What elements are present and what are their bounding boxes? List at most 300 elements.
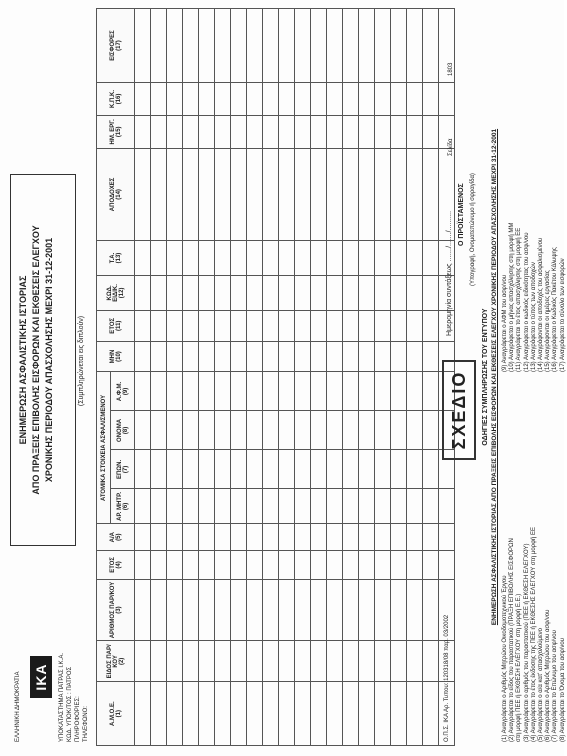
col-header-14: ΑΠΟΔΟΧΕΣ (14): [97, 148, 135, 240]
ika-logo: IKA: [30, 656, 52, 698]
table-cell: [375, 682, 391, 746]
col-header-11: ΕΤΟΣ (11): [97, 310, 135, 341]
table-cell: [311, 524, 327, 551]
table-cell: [375, 83, 391, 116]
table-cell: [215, 148, 231, 240]
table-row: [391, 9, 407, 746]
table-cell: [247, 489, 263, 524]
table-cell: [327, 310, 343, 341]
table-cell: [359, 551, 375, 580]
table-cell: [167, 148, 183, 240]
table-cell: [327, 524, 343, 551]
table-cell: [359, 524, 375, 551]
table-cell: [279, 372, 295, 411]
table-cell: [407, 411, 423, 450]
table-cell: [343, 341, 359, 372]
table-cell: [263, 682, 279, 746]
table-cell: [135, 372, 151, 411]
table-cell: [295, 489, 311, 524]
form-code: 1803: [448, 62, 454, 76]
table-cell: [343, 275, 359, 310]
table-cell: [135, 579, 151, 641]
table-cell: [295, 241, 311, 276]
table-cell: [295, 341, 311, 372]
table-cell: [215, 275, 231, 310]
col-header-16: Κ.Π.Κ. (16): [97, 83, 135, 116]
table-cell: [183, 341, 199, 372]
table-cell: [439, 83, 455, 116]
table-cell: [295, 275, 311, 310]
table-cell: [231, 489, 247, 524]
table-cell: [311, 411, 327, 450]
table-cell: [391, 450, 407, 489]
table-cell: [391, 275, 407, 310]
table-cell: [295, 115, 311, 148]
table-cell: [359, 275, 375, 310]
table-cell: [311, 275, 327, 310]
table-cell: [231, 551, 247, 580]
instruction-item: (16) Αναγράφεται ο Κωδικός Πακέτου Κάλυψης: [552, 247, 559, 372]
table-body: [135, 9, 455, 746]
table-cell: [151, 641, 167, 682]
table-cell: [423, 341, 439, 372]
table-cell: [407, 489, 423, 524]
table-cell: [343, 682, 359, 746]
table-cell: [183, 579, 199, 641]
table-cell: [199, 641, 215, 682]
table-cell: [231, 115, 247, 148]
table-cell: [215, 9, 231, 83]
table-cell: [391, 241, 407, 276]
table-cell: [167, 450, 183, 489]
instructions-left-column: [502, 382, 567, 742]
table-cell: [391, 524, 407, 551]
table-cell: [151, 524, 167, 551]
table-cell: [199, 275, 215, 310]
table-cell: [407, 148, 423, 240]
table-cell: [295, 551, 311, 580]
table-cell: [311, 241, 327, 276]
table-cell: [263, 9, 279, 83]
table-cell: [231, 411, 247, 450]
table-cell: [391, 372, 407, 411]
table-cell: [343, 115, 359, 148]
instruction-item: (5) Αναγράφεται ο α/α κατ' απασχολούμενο: [538, 628, 545, 742]
table-cell: [375, 372, 391, 411]
table-cell: [183, 310, 199, 341]
col-header-12: ΚΩΔ. ΕΙΔΙΚ. (12): [97, 275, 135, 310]
table-cell: [231, 148, 247, 240]
table-cell: [215, 83, 231, 116]
table-cell: [423, 310, 439, 341]
table-cell: [343, 489, 359, 524]
table-cell: [407, 682, 423, 746]
table-cell: [279, 83, 295, 116]
table-cell: [359, 450, 375, 489]
table-cell: [279, 641, 295, 682]
table-cell: [183, 115, 199, 148]
table-cell: [167, 341, 183, 372]
instruction-item: (8) Αναγράφεται το Όνομα του ασφ/νου: [559, 637, 566, 742]
table-cell: [327, 275, 343, 310]
table-cell: [343, 372, 359, 411]
table-cell: [263, 641, 279, 682]
table-cell: [375, 450, 391, 489]
table-cell: [311, 115, 327, 148]
instruction-item: (1) Αναγράφεται ο Αριθμός Μητρώου Οικοδομοτεχνικού Έργου: [502, 575, 508, 742]
title-line-1: ΕΝΗΜΕΡΩΣΗ ΑΣΦΑΛΙΣΤΙΚΗΣ ΙΣΤΟΡΙΑΣ: [18, 275, 28, 445]
table-cell: [151, 115, 167, 148]
table-cell: [215, 489, 231, 524]
table-cell: [167, 9, 183, 83]
table-cell: [247, 551, 263, 580]
table-cell: [375, 551, 391, 580]
table-cell: [343, 148, 359, 240]
table-cell: [391, 83, 407, 116]
table-row: [247, 9, 263, 746]
table-row: [343, 9, 359, 746]
table-cell: [215, 551, 231, 580]
table-cell: [263, 341, 279, 372]
table-cell: [279, 682, 295, 746]
table-cell: [151, 148, 167, 240]
date-of-issue-line: Ημερομηνία συντάξεως ......./......./..........: [446, 210, 453, 336]
table-row: [327, 9, 343, 746]
table-cell: [215, 641, 231, 682]
table-cell: [247, 524, 263, 551]
table-cell: [439, 489, 455, 524]
table-cell: [263, 83, 279, 116]
table-cell: [407, 341, 423, 372]
table-cell: [359, 489, 375, 524]
table-row: [215, 9, 231, 746]
table-cell: [231, 341, 247, 372]
table-cell: [327, 372, 343, 411]
table-cell: [407, 83, 423, 116]
table-cell: [247, 682, 263, 746]
table-cell: [183, 489, 199, 524]
table-cell: [183, 372, 199, 411]
table-cell: [263, 275, 279, 310]
form-reference: Ο.Π.Σ. ΙΚΑ Αρ. Τυπου: 120318/08 παρ. 03/2002: [444, 614, 450, 742]
table-cell: [327, 411, 343, 450]
table-cell: [167, 310, 183, 341]
table-cell: [151, 411, 167, 450]
table-cell: [135, 641, 151, 682]
table-cell: [215, 115, 231, 148]
table-cell: [327, 579, 343, 641]
table-cell: [151, 83, 167, 116]
table-cell: [359, 411, 375, 450]
table-cell: [183, 450, 199, 489]
table-cell: [199, 372, 215, 411]
table-cell: [167, 411, 183, 450]
table-cell: [199, 148, 215, 240]
table-cell: [231, 641, 247, 682]
table-cell: [327, 9, 343, 83]
col-header-15: ΗΜ. ΕΡΓ. (15): [97, 115, 135, 148]
table-cell: [215, 241, 231, 276]
table-row: [263, 9, 279, 746]
table-cell: [407, 641, 423, 682]
table-cell: [199, 241, 215, 276]
table-cell: [391, 115, 407, 148]
table-cell: [263, 310, 279, 341]
table-cell: [407, 524, 423, 551]
table-cell: [263, 241, 279, 276]
table-cell: [359, 341, 375, 372]
table-cell: [135, 275, 151, 310]
table-cell: [439, 524, 455, 551]
form-title-box: [10, 174, 76, 546]
table-cell: [359, 9, 375, 83]
table-cell: [295, 641, 311, 682]
table-cell: [327, 682, 343, 746]
table-row: [231, 9, 247, 746]
col-header-7: ΕΠΩΝ. (7): [111, 450, 135, 489]
table-cell: [423, 148, 439, 240]
table-row: [279, 9, 295, 746]
table-cell: [311, 83, 327, 116]
table-cell: [359, 83, 375, 116]
table-cell: [327, 551, 343, 580]
table-cell: [231, 83, 247, 116]
table-row: [407, 9, 423, 746]
table-cell: [375, 489, 391, 524]
table-cell: [263, 551, 279, 580]
table-cell: [327, 148, 343, 240]
table-cell: [215, 341, 231, 372]
table-cell: [247, 579, 263, 641]
table-cell: [151, 9, 167, 83]
table-cell: [391, 579, 407, 641]
table-cell: [343, 524, 359, 551]
table-cell: [311, 489, 327, 524]
table-cell: [439, 551, 455, 580]
table-cell: [167, 83, 183, 116]
table-cell: [167, 641, 183, 682]
table-cell: [263, 450, 279, 489]
table-cell: [407, 579, 423, 641]
table-cell: [295, 524, 311, 551]
table-cell: [167, 551, 183, 580]
table-cell: [359, 310, 375, 341]
table-cell: [359, 579, 375, 641]
branch-line-2: ΚΩΔ. ΥΠΟΚ/ΤΟΣ : ΠΑΤΡΟΣ: [67, 666, 73, 742]
table-cell: [247, 115, 263, 148]
table-cell: [231, 372, 247, 411]
table-cell: [279, 115, 295, 148]
table-cell: [151, 341, 167, 372]
table-cell: [183, 682, 199, 746]
table-cell: [375, 9, 391, 83]
instructions-title: ΟΔΗΓΙΕΣ ΣΥΜΠΛΗΡΩΣΗΣ ΤΟΥ ΕΝΤΥΠΟΥ: [482, 308, 489, 446]
table-cell: [135, 524, 151, 551]
table-cell: [423, 682, 439, 746]
table-cell: [375, 579, 391, 641]
table-cell: [247, 9, 263, 83]
col-header-4: ΕΤΟΣ (4): [97, 551, 135, 580]
instruction-item: (3) Αναγράφεται ο αριθμός του παραστατικού (ΠΕΕ ή ΕΚΘΕΣΗ ΕΛΕΓΧΟΥ): [523, 543, 530, 742]
table-cell: [135, 148, 151, 240]
table-cell: [199, 579, 215, 641]
table-cell: [199, 310, 215, 341]
table-cell: [135, 450, 151, 489]
table-cell: [199, 341, 215, 372]
table-cell: [151, 551, 167, 580]
table-row: [151, 9, 167, 746]
table-cell: [391, 411, 407, 450]
table-cell: [247, 641, 263, 682]
table-cell: [231, 9, 247, 83]
table-cell: [423, 241, 439, 276]
table-cell: [279, 310, 295, 341]
country-name: ΕΛΛΗΝΙΚΗ ΔΗΜΟΚΡΑΤΙΑ: [15, 671, 21, 742]
table-cell: [183, 411, 199, 450]
table-cell: [183, 275, 199, 310]
table-cell: [423, 9, 439, 83]
table-cell: [343, 83, 359, 116]
draft-stamp: ΣΧΕΔΙΟ: [442, 360, 476, 460]
table-cell: [279, 9, 295, 83]
table-cell: [263, 524, 279, 551]
table-cell: [167, 372, 183, 411]
table-cell: [135, 489, 151, 524]
table-cell: [215, 310, 231, 341]
table-cell: [407, 450, 423, 489]
table-cell: [199, 411, 215, 450]
table-cell: [375, 148, 391, 240]
table-cell: [311, 551, 327, 580]
table-cell: [343, 551, 359, 580]
col-header-10: ΜΗΝ (10): [97, 341, 135, 372]
table-cell: [247, 241, 263, 276]
table-cell: [279, 411, 295, 450]
table-cell: [263, 372, 279, 411]
table-row: [167, 9, 183, 746]
branch-line-3: ΠΛΗΡΟΦΟΡΙΕΣ:: [75, 696, 81, 742]
table-cell: [199, 682, 215, 746]
table-cell: [199, 9, 215, 83]
table-cell: [423, 275, 439, 310]
table-cell: [327, 115, 343, 148]
table-cell: [327, 641, 343, 682]
instruction-item: (4) Αναγράφεται το έτος έκδοσης της ΠΕΕ ή ΕΚΘΕΣΗΣ ΕΛΕΓΧΟΥ στη μορφή ΕΕ: [530, 527, 537, 742]
table-cell: [167, 682, 183, 746]
table-cell: [407, 551, 423, 580]
table-row: [295, 9, 311, 746]
table-cell: [391, 641, 407, 682]
table-cell: [311, 450, 327, 489]
table-cell: [407, 275, 423, 310]
table-cell: [407, 9, 423, 83]
table-cell: [295, 148, 311, 240]
table-row: [311, 9, 327, 746]
table-cell: [199, 115, 215, 148]
table-cell: [183, 524, 199, 551]
table-cell: [407, 310, 423, 341]
table-row: [375, 9, 391, 746]
table-cell: [135, 9, 151, 83]
table-cell: [199, 551, 215, 580]
table-cell: [375, 641, 391, 682]
form-subtitle: (Συμπληρώνεται εις διπλούν): [78, 315, 85, 407]
instruction-item: (10) Αναγράφεται ο μήνας απασχόλησης στη μορφή ΜΜ: [509, 222, 516, 372]
instruction-item: (6) Αναγράφεται ο Αριθμός Μητρώου του ασφ/νου: [545, 609, 552, 742]
table-cell: [263, 411, 279, 450]
table-cell: [343, 450, 359, 489]
table-cell: [391, 148, 407, 240]
table-cell: [407, 372, 423, 411]
col-header-5: Α/Α (5): [97, 524, 135, 551]
table-cell: [327, 341, 343, 372]
table-cell: [279, 341, 295, 372]
table-cell: [183, 551, 199, 580]
table-cell: [151, 682, 167, 746]
table-cell: [423, 83, 439, 116]
col-header-8: ΟΝΟΜΑ (8): [111, 411, 135, 450]
table-cell: [199, 83, 215, 116]
table-cell: [151, 450, 167, 489]
table-cell: [391, 9, 407, 83]
table-cell: [215, 524, 231, 551]
table-cell: [167, 275, 183, 310]
table-cell: [167, 524, 183, 551]
table-cell: [359, 372, 375, 411]
instruction-item: (11) Αναγράφεται το έτος απασχόλησης στη μορφή ΕΕ: [516, 227, 523, 372]
col-header-13: Τ.Α. (13): [97, 241, 135, 276]
table-cell: [311, 9, 327, 83]
table-cell: [375, 524, 391, 551]
table-cell: [279, 241, 295, 276]
table-cell: [327, 489, 343, 524]
col-header-2: ΕΙΔΟΣ ΠΑΡ/ΚΟΥ (2): [97, 641, 135, 682]
table-cell: [359, 148, 375, 240]
table-cell: [327, 241, 343, 276]
table-cell: [151, 489, 167, 524]
table-cell: [167, 241, 183, 276]
instruction-item: (14) Αναγράφονται οι αποδοχές του ασφαλισμένου: [538, 237, 545, 372]
table-cell: [215, 372, 231, 411]
table-cell: [375, 310, 391, 341]
title-line-2: ΑΠΟ ΠΡΑΞΕΙΣ ΕΠΙΒΟΛΗΣ ΕΙΣΦΟΡΩΝ ΚΑΙ ΕΚΘΕΣΕΙΣ ΕΛΕΓΧΟΥ: [31, 225, 41, 495]
table-cell: [391, 341, 407, 372]
table-cell: [343, 241, 359, 276]
signature-note: (Υπογραφή, Ονοματεπώνυμο ή σφραγίδα): [470, 173, 476, 286]
table-cell: [183, 148, 199, 240]
title-line-3: ΧΡΟΝΙΚΗΣ ΠΕΡΙΟΔΟΥ ΑΠΑΣΧΟΛΗΣΗΣ ΜΕΧΡΙ 31-12-2001: [44, 237, 54, 483]
table-cell: [247, 450, 263, 489]
table-cell: [343, 411, 359, 450]
director-title: Ο ΠΡΟΪΣΤΑΜΕΝΟΣ: [458, 183, 465, 246]
table-cell: [311, 148, 327, 240]
table-cell: [343, 9, 359, 83]
table-cell: [167, 489, 183, 524]
table-cell: [423, 524, 439, 551]
table-cell: [135, 83, 151, 116]
table-cell: [135, 341, 151, 372]
table-cell: [359, 641, 375, 682]
table-cell: [231, 579, 247, 641]
table-cell: [327, 450, 343, 489]
table-cell: [215, 682, 231, 746]
table-cell: [247, 372, 263, 411]
table-row: [199, 9, 215, 746]
table-cell: [247, 148, 263, 240]
group-header-insured: ΑΤΟΜΙΚΑ ΣΤΟΙΧΕΙΑ ΑΣΦΑΛΙΣΜΕΝΟΥ: [97, 372, 111, 524]
table-cell: [135, 115, 151, 148]
table-cell: [311, 682, 327, 746]
